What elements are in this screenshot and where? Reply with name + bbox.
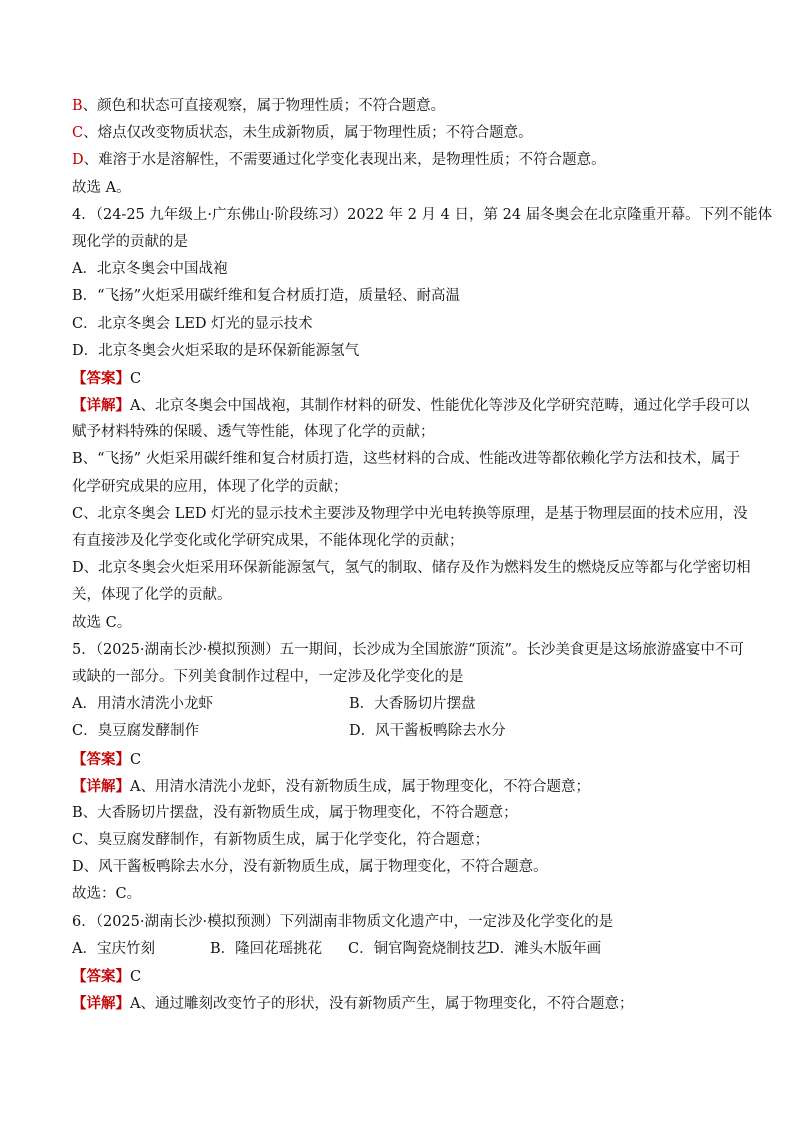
q4-detail-d-line2: 关，体现了化学的贡献。	[72, 587, 232, 604]
q5-option-d: D．风干酱板鸭除去水分	[349, 723, 506, 740]
detail-tag: 【详解】	[72, 397, 130, 415]
q5-answer: 【答案】C	[72, 750, 142, 768]
detail-tag: 【详解】	[72, 777, 130, 795]
q4-option-a: A．北京冬奥会中国战袍	[72, 261, 228, 278]
prev-option-c-explanation: C、熔点仅改变物质状态，未生成新物质，属于物理性质；不符合题意。	[72, 125, 533, 142]
answer-tag: 【答案】	[72, 750, 130, 768]
answer-tag: 【答案】	[72, 968, 130, 985]
q4-detail-d-line1: D、北京冬奥会火炬采用环保新能源氢气，氢气的制取、储存及作为燃料发生的燃烧反应等都与化学密切相	[72, 560, 751, 577]
q4-stem-line1: 4．（24-25 九年级上·广东佛山·阶段练习）2022 年 2 月 4 日，第 24 届冬奥会在北京隆重开幕。下列不能体	[72, 206, 773, 223]
q5-detail-d: D、风干酱板鸭除去水分，没有新物质生成，属于物理变化，不符合题意。	[72, 859, 548, 876]
q4-conclusion: 故选 C。	[72, 614, 132, 631]
q4-stem-line2: 现化学的贡献的是	[72, 233, 188, 250]
q6-options-row	[72, 936, 722, 963]
q5-detail-c: C、臭豆腐发酵制作，有新物质生成，属于化学变化，符合题意；	[72, 832, 490, 849]
q5-option-a: A．用清水清洗小龙虾	[72, 696, 213, 713]
q5-conclusion: 故选：C。	[72, 886, 142, 903]
q4-detail-b-line1: B、“飞扬” 火炬采用碳纤维和复合材质打造，这些材料的合成、性能改进等都依赖化学方法和技术，属于	[72, 451, 741, 468]
q5-stem-line2: 或缺的一部分。下列美食制作过程中，一定涉及化学变化的是	[72, 668, 464, 685]
document-page	[72, 93, 773, 1017]
q4-detail-a-line2: 赋予材料特殊的保暖、透气等性能，体现了化学的贡献；	[72, 424, 435, 441]
answer-tag: 【答案】	[72, 369, 130, 387]
q6-option-c: C．铜官陶瓷烧制技艺	[348, 940, 490, 957]
q5-detail-a: 【详解】A、用清水清洗小龙虾，没有新物质生成，属于物理变化，不符合题意；	[72, 777, 590, 795]
prev-conclusion: 故选 A。	[72, 179, 131, 196]
prev-option-b-explanation: B、颜色和状态可直接观察，属于物理性质；不符合题意。	[72, 98, 446, 114]
q4-detail-a-line1: 【详解】A、北京冬奥会中国战袍，其制作材料的研发、性能优化等涉及化学研究范畴，通过化学手段可以	[72, 397, 750, 415]
q6-option-a: A．宝庆竹刻	[72, 940, 155, 957]
prev-option-d-explanation: D、难溶于水是溶解性，不需要通过化学变化表现出来，是物理性质；不符合题意。	[72, 152, 606, 169]
q5-stem-line1: 5．（2025·湖南长沙·模拟预测）五一期间，长沙成为全国旅游“顶流”。长沙美食更是这场旅游盛宴中不可	[72, 641, 744, 658]
q4-detail-c-line1: C、北京冬奥会 LED 灯光的显示技术主要涉及物理学中光电转换等原理，是基于物理层面的技术应用，没	[72, 505, 748, 522]
q6-stem: 6．（2025·湖南长沙·模拟预测）下列湖南非物质文化遗产中，一定涉及化学变化的是	[72, 913, 614, 930]
q6-option-d: D．滩头木版年画	[488, 940, 602, 957]
q5-detail-b: B、大香肠切片摆盘，没有新物质生成，属于物理变化，不符合题意；	[72, 804, 518, 821]
q4-detail-b-line2: 化学研究成果的应用，体现了化学的贡献；	[72, 478, 348, 495]
q5-option-c: C．臭豆腐发酵制作	[72, 723, 200, 740]
q4-detail-c-line2: 有直接涉及化学变化或化学研究成果，不能体现化学的贡献；	[72, 533, 464, 549]
q4-answer: 【答案】C	[72, 369, 142, 387]
q6-option-b: B．隆回花瑶挑花	[210, 940, 323, 957]
q5-options-row1	[72, 691, 722, 718]
q5-options-row2	[72, 718, 722, 745]
q4-option-b: B．“飞扬”火炬采用碳纤维和复合材质打造，质量轻、耐高温	[72, 288, 460, 305]
q6-detail-a: 【详解】A、通过雕刻改变竹子的形状，没有新物质产生，属于物理变化，不符合题意；	[72, 995, 634, 1013]
detail-tag: 【详解】	[72, 995, 130, 1013]
q4-option-c: C．北京冬奥会 LED 灯光的显示技术	[72, 315, 313, 332]
q4-option-d: D．北京冬奥会火炬采取的是环保新能源氢气	[72, 342, 360, 359]
q5-option-b: B．大香肠切片摆盘	[349, 696, 476, 713]
q6-answer: 【答案】C	[72, 968, 142, 985]
